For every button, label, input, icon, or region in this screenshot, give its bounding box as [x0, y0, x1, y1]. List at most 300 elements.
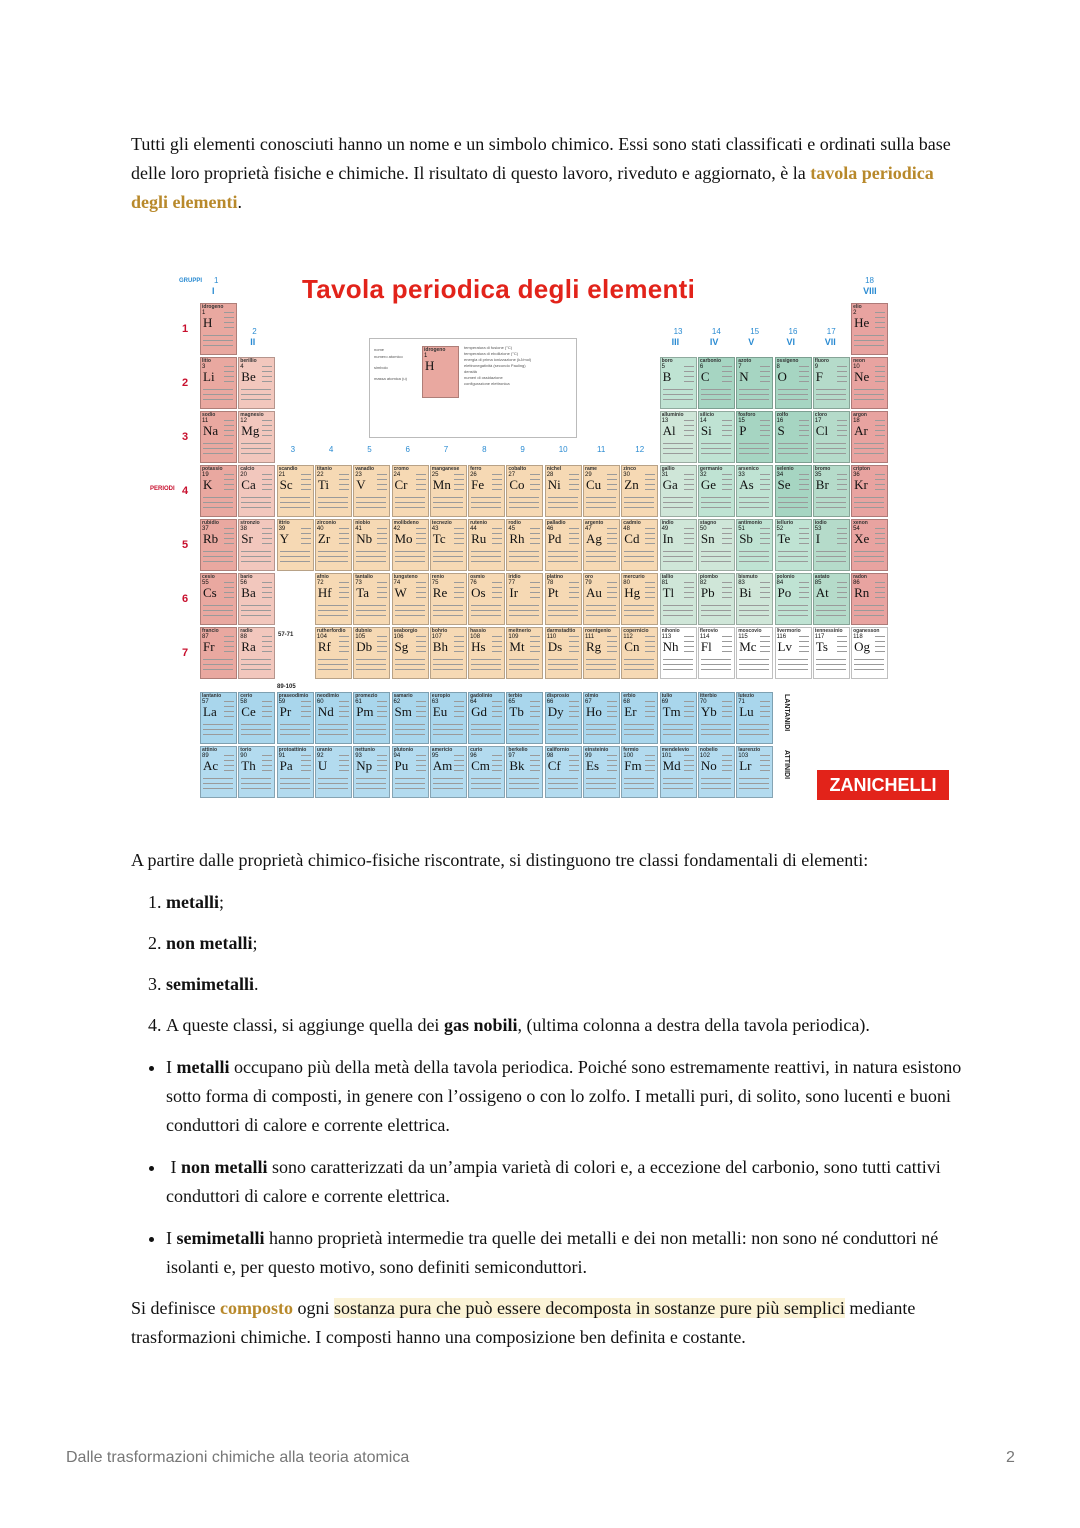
- element-cell-ru: [468, 519, 505, 571]
- element-cell-br: [813, 465, 850, 517]
- data-line: [395, 605, 425, 606]
- data-line: [262, 711, 272, 712]
- element-cell-ba: [238, 573, 275, 625]
- element-name: manganese: [431, 466, 460, 472]
- element-symbol: Ni: [547, 477, 561, 492]
- lanthanides-label: LANTANIDI: [783, 694, 790, 732]
- data-line: [645, 716, 655, 717]
- data-line: [395, 724, 425, 725]
- data-line: [739, 561, 769, 562]
- element-cell-ts: [813, 627, 850, 679]
- element-symbol: La: [203, 704, 217, 719]
- element-name: tungsteno: [393, 574, 418, 580]
- data-line: [799, 489, 809, 490]
- data-line: [416, 479, 426, 480]
- data-line: [816, 551, 846, 552]
- data-line: [454, 765, 464, 766]
- data-line: [262, 366, 272, 367]
- data-line: [701, 551, 731, 552]
- element-name: einsteinio: [585, 747, 609, 753]
- data-line: [356, 610, 386, 611]
- data-line: [548, 664, 578, 665]
- data-line: [778, 497, 808, 498]
- data-line: [875, 528, 885, 529]
- data-line: [569, 716, 579, 717]
- data-line: [548, 610, 578, 611]
- data-line: [395, 729, 425, 730]
- data-line: [739, 443, 769, 444]
- element-name: seaborgio: [393, 628, 418, 634]
- element-name: francio: [202, 628, 219, 634]
- data-line: [607, 592, 617, 593]
- element-name: protoattinio: [278, 747, 307, 753]
- data-line: [816, 610, 846, 611]
- element-symbol: Fe: [471, 477, 485, 492]
- data-line: [663, 783, 693, 784]
- atomic-number: 101: [661, 753, 672, 759]
- data-line: [816, 399, 846, 400]
- data-line: [262, 765, 272, 766]
- data-line: [548, 507, 578, 508]
- atomic-number: 77: [508, 580, 516, 586]
- element-symbol: Cl: [815, 423, 829, 438]
- group-number: 2: [252, 327, 257, 336]
- data-line: [454, 760, 464, 761]
- data-line: [262, 435, 272, 436]
- data-line: [760, 636, 770, 637]
- element-symbol: Cn: [624, 639, 640, 654]
- data-line: [778, 399, 808, 400]
- element-name: tecnezio: [431, 520, 452, 526]
- data-line: [318, 724, 348, 725]
- element-cell-ge: [698, 465, 735, 517]
- data-line: [701, 389, 731, 390]
- data-line: [837, 641, 847, 642]
- atomic-number: 35: [814, 472, 822, 478]
- element-name: molibdeno: [393, 520, 419, 526]
- element-cell-co: [506, 465, 543, 517]
- data-line: [607, 765, 617, 766]
- data-line: [492, 533, 502, 534]
- data-line: [778, 561, 808, 562]
- atomic-number: 60: [316, 699, 324, 705]
- data-line: [339, 701, 349, 702]
- data-line: [339, 597, 349, 598]
- class-name: gas nobili: [443, 1015, 518, 1035]
- atomic-number: 36: [853, 472, 860, 478]
- element-symbol: Co: [509, 477, 525, 492]
- data-line: [799, 592, 809, 593]
- data-line: [318, 664, 348, 665]
- element-symbol: Cf: [547, 758, 561, 773]
- element-name: niobio: [355, 520, 371, 526]
- atomic-number: 93: [355, 753, 362, 759]
- data-line: [339, 646, 349, 647]
- element-symbol: Ar: [854, 423, 868, 438]
- data-line: [607, 651, 617, 652]
- group-number: 17: [826, 327, 836, 336]
- list-punct: .: [253, 974, 259, 994]
- data-line: [203, 443, 233, 444]
- atomic-number: 95: [431, 753, 439, 759]
- data-line: [241, 729, 271, 730]
- periodic-table-title: Tavola periodica degli elementi: [302, 274, 696, 304]
- data-line: [684, 587, 694, 588]
- element-symbol: At: [815, 585, 829, 600]
- data-line: [607, 646, 617, 647]
- data-line: [339, 538, 349, 539]
- element-symbol: Th: [241, 758, 256, 773]
- element-name: selenio: [776, 466, 794, 472]
- element-symbol: Cm: [471, 758, 490, 773]
- element-cell-bk: [506, 746, 543, 798]
- data-line: [607, 543, 617, 544]
- data-line: [492, 592, 502, 593]
- data-line: [607, 636, 617, 637]
- data-line: [760, 770, 770, 771]
- atomic-number: 91: [278, 753, 286, 759]
- data-line: [739, 497, 769, 498]
- data-line: [471, 729, 501, 730]
- data-line: [339, 760, 349, 761]
- data-line: [760, 371, 770, 372]
- element-symbol: Pu: [394, 758, 409, 773]
- data-line: [301, 543, 311, 544]
- data-line: [799, 425, 809, 426]
- data-line: [262, 701, 272, 702]
- data-line: [586, 788, 616, 789]
- data-line: [778, 605, 808, 606]
- data-line: [416, 651, 426, 652]
- element-symbol: Mc: [739, 639, 757, 654]
- element-symbol: Nh: [662, 639, 679, 654]
- data-line: [837, 592, 847, 593]
- element-name: tennessinio: [814, 628, 843, 634]
- element-name: rodio: [508, 520, 521, 526]
- data-line: [875, 366, 885, 367]
- data-line: [530, 528, 540, 529]
- element-symbol: Ti: [317, 477, 329, 492]
- atomic-number: 81: [661, 580, 669, 586]
- data-line: [492, 765, 502, 766]
- data-line: [684, 646, 694, 647]
- element-cell-gd: [468, 692, 505, 744]
- data-line: [760, 435, 770, 436]
- element-symbol: Hf: [317, 585, 332, 600]
- element-cell-nd: [315, 692, 352, 744]
- data-line: [586, 497, 616, 498]
- data-line: [224, 430, 234, 431]
- data-line: [607, 770, 617, 771]
- data-line: [645, 641, 655, 642]
- data-line: [301, 755, 311, 756]
- data-line: [377, 760, 387, 761]
- data-line: [854, 605, 884, 606]
- data-line: [701, 394, 731, 395]
- element-name: nobelio: [699, 747, 718, 753]
- data-line: [395, 659, 425, 660]
- data-line: [607, 716, 617, 717]
- data-line: [701, 778, 731, 779]
- data-line: [607, 484, 617, 485]
- data-line: [663, 669, 693, 670]
- data-line: [722, 592, 732, 593]
- data-line: [377, 765, 387, 766]
- data-line: [492, 641, 502, 642]
- element-name: titanio: [316, 466, 332, 472]
- data-line: [377, 641, 387, 642]
- element-symbol: Gd: [471, 704, 487, 719]
- data-line: [548, 615, 578, 616]
- data-line: [684, 474, 694, 475]
- group-roman-numeral: II: [250, 337, 256, 347]
- data-line: [607, 587, 617, 588]
- group-roman-numeral: IV: [709, 337, 719, 347]
- data-line: [203, 615, 233, 616]
- data-line: [854, 669, 884, 670]
- data-line: [684, 701, 694, 702]
- element-name: europio: [431, 693, 451, 699]
- atomic-number: 14: [699, 418, 707, 424]
- data-line: [586, 561, 616, 562]
- data-line: [492, 474, 502, 475]
- data-line: [663, 778, 693, 779]
- atomic-number: 70: [699, 699, 707, 705]
- atomic-number: 37: [202, 526, 209, 532]
- data-line: [224, 538, 234, 539]
- element-symbol: Pd: [547, 531, 562, 546]
- data-line: [509, 724, 539, 725]
- desc-text: hanno proprietà intermedie tra quelle dei metalli e dei non metalli: non sono né conduttori né isolanti e, per questo motivo, sono definiti semiconduttori.: [166, 1228, 939, 1277]
- group-roman-numeral: VII: [824, 337, 836, 347]
- compound-middle: ogni: [292, 1298, 334, 1318]
- data-line: [509, 561, 539, 562]
- group-number: 11: [597, 445, 606, 454]
- data-line: [339, 641, 349, 642]
- data-line: [645, 636, 655, 637]
- element-symbol: Ru: [471, 531, 487, 546]
- data-line: [799, 484, 809, 485]
- atomic-number: 98: [546, 753, 554, 759]
- data-line: [224, 312, 234, 313]
- data-line: [739, 783, 769, 784]
- data-line: [416, 474, 426, 475]
- atomic-number: 44: [470, 526, 477, 532]
- data-line: [722, 711, 732, 712]
- data-line: [645, 765, 655, 766]
- element-name: palladio: [546, 520, 566, 526]
- atomic-number: 1: [202, 310, 206, 316]
- atomic-number: 66: [546, 699, 554, 705]
- atomic-number: 96: [470, 753, 477, 759]
- data-line: [624, 778, 654, 779]
- data-line: [224, 366, 234, 367]
- element-name: livermorio: [776, 628, 801, 634]
- data-line: [722, 646, 732, 647]
- data-line: [318, 507, 348, 508]
- element-name: tantalio: [355, 574, 373, 580]
- data-line: [471, 659, 501, 660]
- atomic-number: 103: [738, 753, 749, 759]
- data-line: [471, 561, 501, 562]
- data-line: [607, 538, 617, 539]
- period-number: 6: [181, 593, 189, 605]
- data-line: [837, 528, 847, 529]
- data-line: [684, 538, 694, 539]
- data-line: [492, 484, 502, 485]
- data-line: [203, 610, 233, 611]
- data-line: [569, 597, 579, 598]
- class-name: metalli: [166, 892, 219, 912]
- element-cell-v: [353, 465, 390, 517]
- data-line: [548, 669, 578, 670]
- atomic-number: 76: [470, 580, 477, 586]
- element-cell-tb: [506, 692, 543, 744]
- data-line: [624, 659, 654, 660]
- element-name: moscovio: [738, 628, 762, 634]
- atomic-number: 83: [738, 580, 745, 586]
- data-line: [377, 716, 387, 717]
- atomic-number: 115: [738, 634, 748, 640]
- data-line: [722, 371, 732, 372]
- data-line: [509, 669, 539, 670]
- data-line: [875, 435, 885, 436]
- element-symbol: Lv: [777, 639, 792, 654]
- data-line: [454, 716, 464, 717]
- atomic-number: 114: [699, 634, 710, 640]
- data-line: [799, 646, 809, 647]
- data-line: [509, 734, 539, 735]
- data-line: [837, 489, 847, 490]
- data-line: [224, 592, 234, 593]
- data-line: [530, 543, 540, 544]
- data-line: [663, 502, 693, 503]
- data-line: [241, 443, 271, 444]
- data-line: [607, 706, 617, 707]
- data-line: [548, 659, 578, 660]
- data-line: [530, 706, 540, 707]
- element-cell-ds: [545, 627, 582, 679]
- data-line: [241, 448, 271, 449]
- data-line: [492, 538, 502, 539]
- element-symbol: Ts: [815, 639, 828, 654]
- data-line: [224, 322, 234, 323]
- atomic-number: 12: [240, 418, 247, 424]
- data-line: [816, 497, 846, 498]
- element-cell-tl: [660, 573, 697, 625]
- data-line: [492, 587, 502, 588]
- data-line: [875, 376, 885, 377]
- data-line: [301, 489, 311, 490]
- element-name: fluoro: [814, 358, 829, 364]
- data-line: [875, 322, 885, 323]
- element-symbol: Sb: [739, 531, 753, 546]
- data-line: [645, 760, 655, 761]
- data-line: [837, 646, 847, 647]
- data-line: [203, 497, 233, 498]
- element-symbol: Cr: [394, 477, 408, 492]
- data-line: [778, 389, 808, 390]
- element-cell-in: [660, 519, 697, 571]
- data-line: [530, 479, 540, 480]
- data-line: [569, 765, 579, 766]
- data-line: [280, 734, 310, 735]
- data-line: [356, 551, 386, 552]
- data-line: [799, 435, 809, 436]
- element-symbol: Na: [203, 423, 219, 438]
- element-name: itterbio: [699, 693, 717, 699]
- data-line: [569, 706, 579, 707]
- element-name: praseodimio: [278, 693, 309, 699]
- element-cell-sb: [736, 519, 773, 571]
- data-line: [509, 729, 539, 730]
- group-number: 14: [711, 327, 721, 336]
- data-line: [356, 556, 386, 557]
- data-line: [241, 453, 271, 454]
- element-name: fosforo: [738, 412, 756, 418]
- data-line: [684, 592, 694, 593]
- data-line: [339, 651, 349, 652]
- data-line: [433, 556, 463, 557]
- data-line: [837, 582, 847, 583]
- data-line: [454, 474, 464, 475]
- data-line: [377, 701, 387, 702]
- data-line: [816, 502, 846, 503]
- data-line: [645, 489, 655, 490]
- data-line: [224, 760, 234, 761]
- data-line: [241, 561, 271, 562]
- data-line: [778, 556, 808, 557]
- data-line: [645, 528, 655, 529]
- atomic-number: 29: [585, 472, 592, 478]
- data-line: [778, 453, 808, 454]
- period-number: 7: [181, 647, 189, 659]
- element-symbol: Kr: [854, 477, 868, 492]
- element-cell-cd: [621, 519, 658, 571]
- data-line: [318, 615, 348, 616]
- data-line: [586, 724, 616, 725]
- data-line: [224, 327, 234, 328]
- data-line: [454, 706, 464, 707]
- actinides-label: ATTINIDI: [783, 750, 790, 780]
- element-symbol: Ra: [241, 639, 256, 654]
- atomic-number: 80: [623, 580, 630, 586]
- data-line: [569, 636, 579, 637]
- element-cell-og: [851, 627, 888, 679]
- data-line: [530, 538, 540, 539]
- data-line: [471, 734, 501, 735]
- data-line: [854, 443, 884, 444]
- data-line: [471, 605, 501, 606]
- data-line: [262, 641, 272, 642]
- data-line: [760, 366, 770, 367]
- data-line: [569, 528, 579, 529]
- data-line: [433, 502, 463, 503]
- data-line: [837, 366, 847, 367]
- data-line: [739, 605, 769, 606]
- data-line: [377, 651, 387, 652]
- data-line: [262, 479, 272, 480]
- group-number: 16: [788, 327, 798, 336]
- data-line: [471, 664, 501, 665]
- element-name: neon: [853, 358, 866, 364]
- data-line: [454, 587, 464, 588]
- data-line: [339, 484, 349, 485]
- data-line: [377, 538, 387, 539]
- legend-symbol: H: [425, 358, 435, 373]
- element-name: zinco: [623, 466, 637, 472]
- period-number: 1: [181, 323, 189, 335]
